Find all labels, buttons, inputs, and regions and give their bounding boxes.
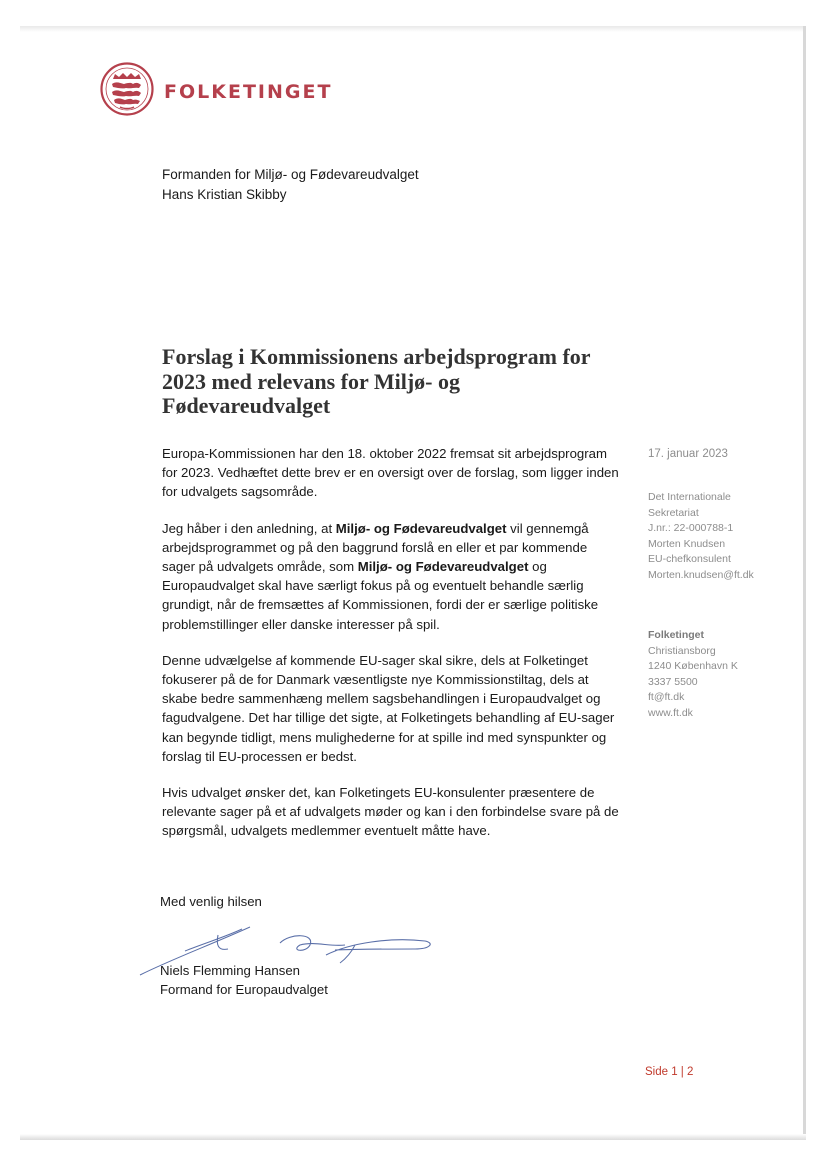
paragraph-2-text-a: Jeg håber i den anledning, at [162,520,336,536]
folketinget-logo [100,62,332,121]
signer-title: Formand for Europaudvalget [160,982,328,997]
logo-text: FOLKETINGET [164,80,333,103]
recipient-block [162,165,419,205]
scan-edge-top [20,26,805,32]
letter-body [162,444,622,858]
address-web: www.ft.dk [648,706,693,719]
case-info [648,490,754,584]
case-contact-email: Morten.knudsen@ft.dk [648,568,754,581]
address-email: ft@ft.dk [648,691,685,704]
paragraph-4: Hvis udvalget ønsker det, kan Folketingets EU-konsulenter præsentere de relevante sager på et af udvalgets møder og kan i den forbindelse svare på de spørgsmål, udvalgets medlemmer eventuelt måtte have. [162,785,619,839]
scan-edge-bottom [20,1134,806,1140]
committee-name-bold-2: Miljø- og Fødevareudvalget [357,559,529,575]
address-org: Folketinget [648,629,705,641]
case-contact-role: EU-chefkonsulent [648,553,731,566]
paragraph-1: Europa-Kommissionen har den 18. oktober 2022 fremsat sit arbejdsprogram for 2023. Vedhæftet dette brev er en oversigt over de forslag, som ligger inden for udvalgets sagsområde. [162,446,619,500]
coat-of-arms-lions-icon [100,62,154,121]
paragraph-2-text-d: og Europaudvalget skal have særligt fokus på og eventuelt behandle særlig grundigt, når de fremsættes af Kommissionen, fordi der er særlige politiske problemstillinger eller danske interesser på spil. [162,559,599,632]
address-street: Christiansborg [648,644,716,657]
address-city: 1240 København K [648,660,738,673]
case-journal-number: J.nr.: 22-000788-1 [648,522,734,535]
committee-name-bold-1: Miljø- og Fødevareudvalget [335,520,507,536]
letter-date: 17. januar 2023 [648,448,728,460]
address-phone: 3337 5500 [648,675,698,688]
page-number: Side 1 | 2 [645,1066,694,1078]
recipient-name: Hans Kristian Skibby [162,187,287,202]
signer-name: Niels Flemming Hansen [160,963,300,978]
paragraph-2-text-c: vil gennemgå arbejdsprogrammet og på den baggrund forslå en eller et par kommende sager på udvalgets område, som [162,520,589,575]
scan-edge-right [803,26,806,1138]
recipient-committee: Formanden for Miljø- og Fødevareudvalget [162,167,419,182]
paragraph-3: Denne udvælgelse af kommende EU-sager skal sikre, dels at Folketinget fokuserer på de for Danmark væsentligste nye Kommissionstiltag, dels at skabe bedre sammenhæng mellem sagsbehandlingen i Europaudvalget og fagudvalgene. Det har tillige det sigte, at Folketingets behandling af EU-sager kan begynde tidligt, mens mulighederne for at spille ind med synspunkter og forslag til EU-processen er bedst. [162,652,615,764]
case-dept-line1: Det Internationale [648,491,731,503]
letter-title: Forslag i Kommissionens arbejdsprogram for 2023 med relevans for Miljø- og Fødevareudvalget [162,344,591,418]
paragraph-2 [162,519,622,634]
address-block [648,628,738,722]
signer-block [160,961,328,999]
case-dept-line2: Sekretariat [648,506,699,519]
closing-greeting: Med venlig hilsen [160,894,262,909]
case-contact-name: Morten Knudsen [648,537,726,550]
